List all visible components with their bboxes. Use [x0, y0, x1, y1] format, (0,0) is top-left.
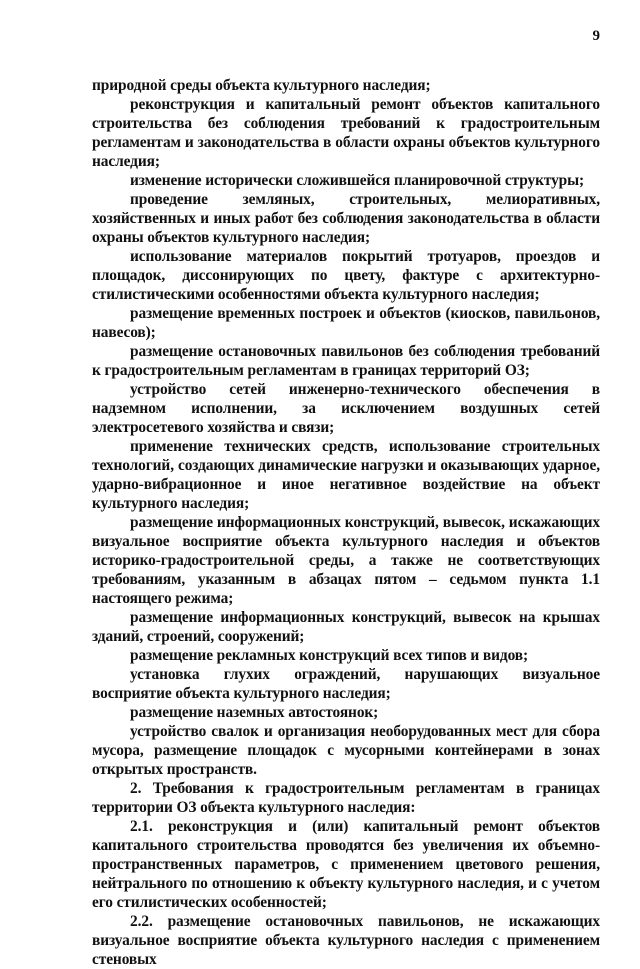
paragraph: природной среды объекта культурного наследия;: [92, 77, 431, 94]
paragraph: использование материалов покрытий тротуаров, проездов и площадок, диссонирующих по цвету, фактуре с архитектурно-стилистическими особенностями объекта культурного наследия;: [92, 248, 600, 303]
paragraph: размещение остановочных павильонов без соблюдения требований к градостроительным регламентам в границах территорий ОЗ;: [92, 343, 600, 379]
paragraph: проведение земляных, строительных, мелиоративных, хозяйственных и иных работ без соблюдения законодательства в области охраны объектов культурного наследия;: [92, 191, 600, 246]
paragraph: размещение информационных конструкций, вывесок на крышах зданий, строений, сооружений;: [92, 609, 600, 645]
paragraph: установка глухих ограждений, нарушающих визуальное восприятие объекта культурного наследия;: [92, 666, 600, 702]
paragraph: размещение рекламных конструкций всех типов и видов;: [130, 647, 529, 664]
paragraph: размещение наземных автостоянок;: [130, 704, 379, 721]
paragraph: размещение временных построек и объектов (киосков, павильонов, навесов);: [92, 305, 600, 341]
paragraph: устройство сетей инженерно-технического обеспечения в надземном исполнении, за исключением воздушных сетей электросетевого хозяйства и связи;: [92, 381, 600, 436]
paragraph: размещение информационных конструкций, вывесок, искажающих визуальное восприятие объекта культурного наследия и объектов историко-градостроительной среды, а также не соответствующих требованиям, указанным в абзацах пятом – седьмом пункта 1.1 настоящего режима;: [92, 514, 600, 607]
section-heading-paragraph: 2. Требования к градостроительным регламентам в границах территории ОЗ объекта культурного наследия:: [92, 780, 600, 816]
paragraph: реконструкция и капитальный ремонт объектов капитального строительства без соблюдения требований к градостроительным регламентам и законодательства в области охраны объектов культурного наследия;: [92, 96, 600, 170]
paragraph: изменение исторически сложившейся планировочной структуры;: [130, 172, 585, 189]
document-body: [92, 76, 600, 969]
paragraph: применение технических средств, использование строительных технологий, создающих динамические нагрузки и оказывающих ударное, ударно-вибрационное и иное негативное воздействие на объект культурного наследия;: [92, 438, 600, 512]
paragraph: 2.2. размещение остановочных павильонов, не искажающих визуальное восприятие объекта культурного наследия с применением стеновых: [92, 913, 600, 968]
paragraph: устройство свалок и организация необорудованных мест для сбора мусора, размещение площадок с мусорными контейнерами в зонах открытых пространств.: [92, 723, 600, 778]
paragraph: 2.1. реконструкция и (или) капитальный ремонт объектов капитального строительства проводятся без увеличения их объемно-пространственных параметров, с применением цветового решения, нейтрального по отношению к объекту культурного наследия, и с учетом его стилистических особенностей;: [92, 818, 600, 911]
page-number: 9: [592, 28, 600, 44]
